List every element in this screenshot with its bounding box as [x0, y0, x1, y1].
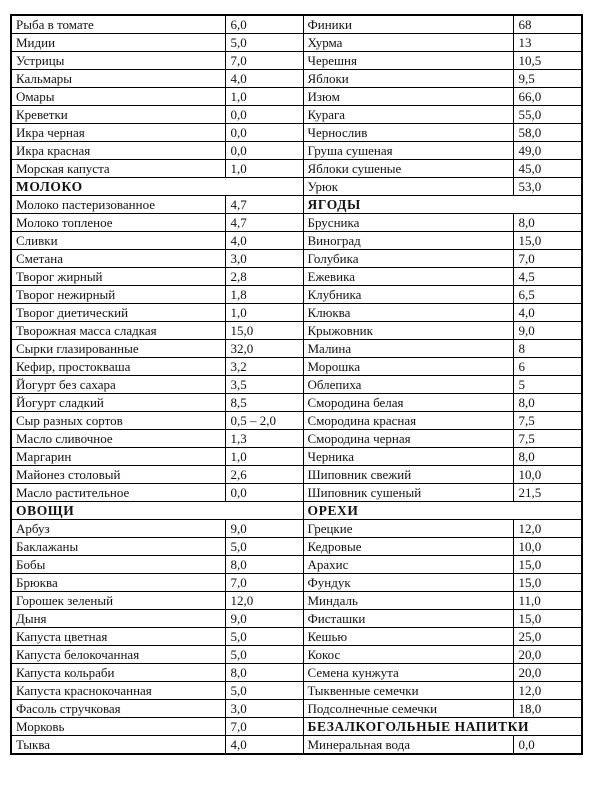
table-row	[11, 646, 582, 664]
food-value-cell: 6,0	[225, 15, 303, 34]
food-name-cell: Мидии	[11, 34, 225, 52]
food-name-cell: Брюква	[11, 574, 225, 592]
food-name-cell: Грецкие	[303, 520, 513, 538]
food-name-cell: Смородина красная	[303, 412, 513, 430]
table-row	[11, 448, 582, 466]
food-name-cell: Урюк	[303, 178, 513, 196]
food-value-cell: 8,0	[225, 664, 303, 682]
food-name-cell: Тыква	[11, 736, 225, 755]
food-value-cell: 4,0	[225, 232, 303, 250]
food-value-cell: 5,0	[225, 628, 303, 646]
food-value-cell: 7,0	[225, 52, 303, 70]
food-name-cell: Морковь	[11, 718, 225, 736]
food-name-cell: Йогурт без сахара	[11, 376, 225, 394]
food-name-cell: Черника	[303, 448, 513, 466]
food-value-cell: 6	[513, 358, 582, 376]
food-name-cell: Омары	[11, 88, 225, 106]
food-name-cell: Сырки глазированные	[11, 340, 225, 358]
food-value-cell: 7,0	[513, 250, 582, 268]
table-row	[11, 502, 582, 520]
food-name-cell: Масло сливочное	[11, 430, 225, 448]
food-name-cell: Ежевика	[303, 268, 513, 286]
food-value-cell: 15,0	[513, 556, 582, 574]
food-value-cell: 1,0	[225, 160, 303, 178]
food-value-cell: 4,0	[225, 70, 303, 88]
table-row	[11, 88, 582, 106]
food-value-cell: 5	[513, 376, 582, 394]
food-value-cell: 0,0	[513, 736, 582, 755]
table-row	[11, 700, 582, 718]
table-row	[11, 376, 582, 394]
food-value-cell: 9,0	[513, 322, 582, 340]
food-value-cell: 8,0	[513, 394, 582, 412]
food-value-cell: 0,0	[225, 106, 303, 124]
food-value-cell: 3,2	[225, 358, 303, 376]
food-value-cell: 15,0	[513, 232, 582, 250]
food-value-cell: 15,0	[513, 574, 582, 592]
food-value-cell: 5,0	[225, 646, 303, 664]
food-name-cell: Сметана	[11, 250, 225, 268]
food-name-cell: Фисташки	[303, 610, 513, 628]
food-value-cell: 20,0	[513, 664, 582, 682]
food-name-cell: Арахис	[303, 556, 513, 574]
food-value-cell: 55,0	[513, 106, 582, 124]
food-value-cell: 3,5	[225, 376, 303, 394]
food-value-cell: 3,0	[225, 250, 303, 268]
food-value-cell: 5,0	[225, 682, 303, 700]
food-name-cell: Капуста краснокочанная	[11, 682, 225, 700]
food-name-cell: Фасоль стручковая	[11, 700, 225, 718]
table-row	[11, 736, 582, 755]
table-row	[11, 556, 582, 574]
table-row	[11, 286, 582, 304]
table-row	[11, 160, 582, 178]
food-name-cell: Икра красная	[11, 142, 225, 160]
food-name-cell: Творог диетический	[11, 304, 225, 322]
food-value-cell: 15,0	[513, 610, 582, 628]
food-name-cell: Сыр разных сортов	[11, 412, 225, 430]
food-name-cell: Горошек зеленый	[11, 592, 225, 610]
food-value-cell: 58,0	[513, 124, 582, 142]
food-value-cell: 8,0	[513, 214, 582, 232]
food-value-cell: 12,0	[513, 682, 582, 700]
food-name-cell: Икра черная	[11, 124, 225, 142]
food-name-cell: Кальмары	[11, 70, 225, 88]
food-value-cell: 5,0	[225, 538, 303, 556]
food-value-cell: 3,0	[225, 700, 303, 718]
food-name-cell: Устрицы	[11, 52, 225, 70]
food-value-cell: 2,6	[225, 466, 303, 484]
food-carb-table	[10, 14, 583, 755]
food-value-cell: 21,5	[513, 484, 582, 502]
food-name-cell: Масло растительное	[11, 484, 225, 502]
food-value-cell: 0,0	[225, 124, 303, 142]
food-value-cell: 7,0	[225, 718, 303, 736]
food-value-cell: 7,5	[513, 412, 582, 430]
food-value-cell: 1,3	[225, 430, 303, 448]
food-name-cell: Капуста кольраби	[11, 664, 225, 682]
food-table-body	[11, 15, 582, 754]
table-row	[11, 268, 582, 286]
food-name-cell: Кокос	[303, 646, 513, 664]
food-value-cell: 8,5	[225, 394, 303, 412]
food-name-cell: Клюква	[303, 304, 513, 322]
section-header-cell: ЯГОДЫ	[303, 196, 582, 214]
food-value-cell: 9,0	[225, 610, 303, 628]
food-value-cell: 7,5	[513, 430, 582, 448]
food-name-cell: Черешня	[303, 52, 513, 70]
food-value-cell: 8,0	[513, 448, 582, 466]
food-name-cell: Морошка	[303, 358, 513, 376]
food-name-cell: Бобы	[11, 556, 225, 574]
food-name-cell: Смородина белая	[303, 394, 513, 412]
food-value-cell: 8,0	[225, 556, 303, 574]
table-row	[11, 124, 582, 142]
food-value-cell: 53,0	[513, 178, 582, 196]
food-value-cell: 9,5	[513, 70, 582, 88]
food-name-cell: Шиповник сушеный	[303, 484, 513, 502]
food-name-cell: Кешью	[303, 628, 513, 646]
food-value-cell: 12,0	[513, 520, 582, 538]
food-name-cell: Капуста цветная	[11, 628, 225, 646]
food-name-cell: Облепиха	[303, 376, 513, 394]
food-value-cell: 4,0	[225, 736, 303, 755]
food-value-cell: 1,0	[225, 448, 303, 466]
food-value-cell: 45,0	[513, 160, 582, 178]
table-row	[11, 142, 582, 160]
food-value-cell: 4,7	[225, 196, 303, 214]
table-row	[11, 538, 582, 556]
food-name-cell: Малина	[303, 340, 513, 358]
table-row	[11, 574, 582, 592]
food-value-cell: 11,0	[513, 592, 582, 610]
table-row	[11, 322, 582, 340]
food-value-cell: 0,0	[225, 484, 303, 502]
food-value-cell: 6,5	[513, 286, 582, 304]
food-name-cell: Креветки	[11, 106, 225, 124]
food-value-cell: 8	[513, 340, 582, 358]
food-value-cell: 1,0	[225, 88, 303, 106]
food-name-cell: Яблоки	[303, 70, 513, 88]
food-value-cell: 4,7	[225, 214, 303, 232]
food-name-cell: Майонез столовый	[11, 466, 225, 484]
table-row	[11, 214, 582, 232]
food-name-cell: Рыба в томате	[11, 15, 225, 34]
food-value-cell: 0,5 – 2,0	[225, 412, 303, 430]
food-value-cell: 4,0	[513, 304, 582, 322]
table-row	[11, 466, 582, 484]
food-name-cell: Подсолнечные семечки	[303, 700, 513, 718]
food-value-cell: 66,0	[513, 88, 582, 106]
food-value-cell: 0,0	[225, 142, 303, 160]
table-row	[11, 484, 582, 502]
food-name-cell: Курага	[303, 106, 513, 124]
food-value-cell: 49,0	[513, 142, 582, 160]
food-name-cell: Маргарин	[11, 448, 225, 466]
food-value-cell: 15,0	[225, 322, 303, 340]
food-value-cell: 2,8	[225, 268, 303, 286]
food-name-cell: Баклажаны	[11, 538, 225, 556]
food-name-cell: Арбуз	[11, 520, 225, 538]
table-row	[11, 232, 582, 250]
food-value-cell: 10,0	[513, 466, 582, 484]
table-row	[11, 34, 582, 52]
food-name-cell: Чернослив	[303, 124, 513, 142]
food-value-cell: 5,0	[225, 34, 303, 52]
food-value-cell: 20,0	[513, 646, 582, 664]
food-value-cell: 1,0	[225, 304, 303, 322]
food-name-cell: Йогурт сладкий	[11, 394, 225, 412]
table-row	[11, 592, 582, 610]
food-value-cell: 10,5	[513, 52, 582, 70]
food-name-cell: Морская капуста	[11, 160, 225, 178]
food-value-cell: 12,0	[225, 592, 303, 610]
table-row	[11, 70, 582, 88]
food-name-cell: Миндаль	[303, 592, 513, 610]
food-name-cell: Кефир, простокваша	[11, 358, 225, 376]
table-row	[11, 196, 582, 214]
food-name-cell: Минеральная вода	[303, 736, 513, 755]
table-row	[11, 250, 582, 268]
table-row	[11, 304, 582, 322]
food-name-cell: Кедровые	[303, 538, 513, 556]
table-row	[11, 412, 582, 430]
table-row	[11, 718, 582, 736]
section-header-cell: ОВОЩИ	[11, 502, 303, 520]
food-name-cell: Виноград	[303, 232, 513, 250]
food-name-cell: Семена кунжута	[303, 664, 513, 682]
table-row	[11, 628, 582, 646]
food-name-cell: Голубика	[303, 250, 513, 268]
food-name-cell: Хурма	[303, 34, 513, 52]
table-row	[11, 340, 582, 358]
food-name-cell: Крыжовник	[303, 322, 513, 340]
table-row	[11, 610, 582, 628]
food-value-cell: 32,0	[225, 340, 303, 358]
food-name-cell: Груша сушеная	[303, 142, 513, 160]
food-name-cell: Брусника	[303, 214, 513, 232]
food-name-cell: Изюм	[303, 88, 513, 106]
food-value-cell: 7,0	[225, 574, 303, 592]
food-name-cell: Творог жирный	[11, 268, 225, 286]
food-value-cell: 10,0	[513, 538, 582, 556]
table-row	[11, 430, 582, 448]
food-value-cell: 25,0	[513, 628, 582, 646]
table-row	[11, 178, 582, 196]
food-value-cell: 13	[513, 34, 582, 52]
table-row	[11, 358, 582, 376]
food-name-cell: Финики	[303, 15, 513, 34]
food-name-cell: Дыня	[11, 610, 225, 628]
food-name-cell: Творожная масса сладкая	[11, 322, 225, 340]
food-value-cell: 68	[513, 15, 582, 34]
food-name-cell: Яблоки сушеные	[303, 160, 513, 178]
table-row	[11, 394, 582, 412]
table-row	[11, 52, 582, 70]
table-row	[11, 682, 582, 700]
food-name-cell: Творог нежирный	[11, 286, 225, 304]
table-row	[11, 520, 582, 538]
food-name-cell: Молоко топленое	[11, 214, 225, 232]
section-header-cell: БЕЗАЛКОГОЛЬНЫЕ НАПИТКИ	[303, 718, 582, 736]
food-value-cell: 18,0	[513, 700, 582, 718]
food-name-cell: Фундук	[303, 574, 513, 592]
food-name-cell: Клубника	[303, 286, 513, 304]
food-name-cell: Смородина черная	[303, 430, 513, 448]
section-header-cell: МОЛОКО	[11, 178, 303, 196]
food-name-cell: Тыквенные семечки	[303, 682, 513, 700]
table-row	[11, 15, 582, 34]
food-name-cell: Капуста белокочанная	[11, 646, 225, 664]
food-name-cell: Шиповник свежий	[303, 466, 513, 484]
food-name-cell: Молоко пастеризованное	[11, 196, 225, 214]
food-value-cell: 1,8	[225, 286, 303, 304]
food-value-cell: 4,5	[513, 268, 582, 286]
table-row	[11, 106, 582, 124]
food-value-cell: 9,0	[225, 520, 303, 538]
table-row	[11, 664, 582, 682]
food-name-cell: Сливки	[11, 232, 225, 250]
section-header-cell: ОРЕХИ	[303, 502, 582, 520]
